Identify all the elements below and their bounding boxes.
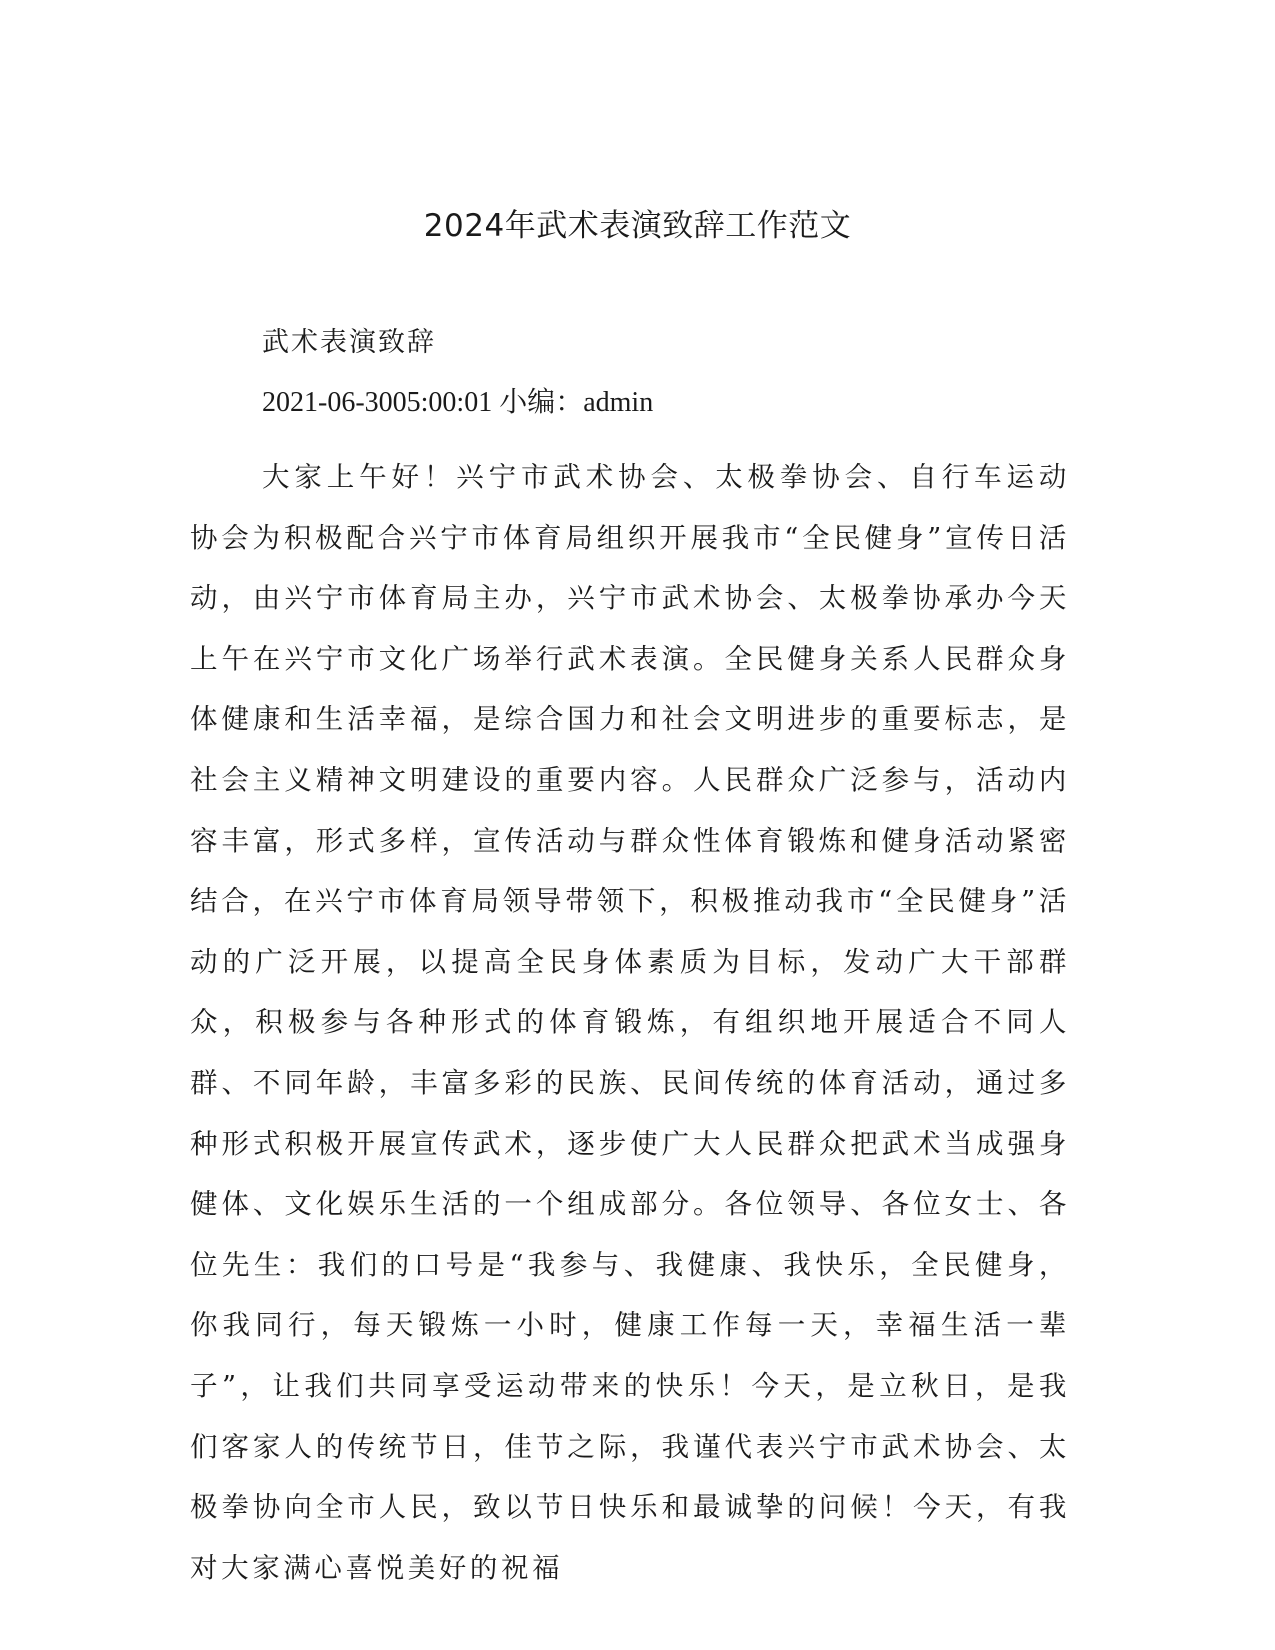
document-byline: 2021-06-3005:00:01 小编：admin (262, 387, 654, 418)
document-title: 2024年武术表演致辞工作范文 (423, 208, 852, 244)
body-paragraph: 大家上午好！兴宁市武术协会、太极拳协会、自行车运动协会为积极配合兴宁市体育局组织开展我市“全民健身”宣传日活动，由兴宁市体育局主办，兴宁市武术协会、太极拳协承办今天上午在兴宁市文化广场举行武术表演。全民健身关系人民群众身体健康和生活幸福，是综合国力和社会文明进步的重要标志，是社会主义精神文明建设的重要内容。人民群众广泛参与，活动内容丰富，形式多样，宣传活动与群众性体育锻炼和健身活动紧密结合，在兴宁市体育局领导带领下，积极推动我市“全民健身”活动的广泛开展，以提高全民身体素质为目标，发动广大干部群众，积极参与各种形式的体育锻炼，有组织地开展适合不同人群、不同年龄，丰富多彩的民族、民间传统的体育活动，通过多种形式积极开展宣传武术，逐步使广大人民群众把武术当成强身健体、文化娱乐生活的一个组成部分。各位领导、各位女士、各位先生：我们的口号是“我参与、我健康、我快乐，全民健身，你我同行，每天锻炼一小时，健康工作每一天，幸福生活一辈子”，让我们共同享受运动带来的快乐！今天，是立秋日，是我们客家人的传统节日，佳节之际，我谨代表兴宁市武术协会、太极拳协向全市人民，致以节日快乐和最诚挚的问候！今天，有我对大家满心喜悦美好的祝福 (190, 461, 1070, 1584)
document-subtitle: 武术表演致辞 (262, 327, 436, 358)
